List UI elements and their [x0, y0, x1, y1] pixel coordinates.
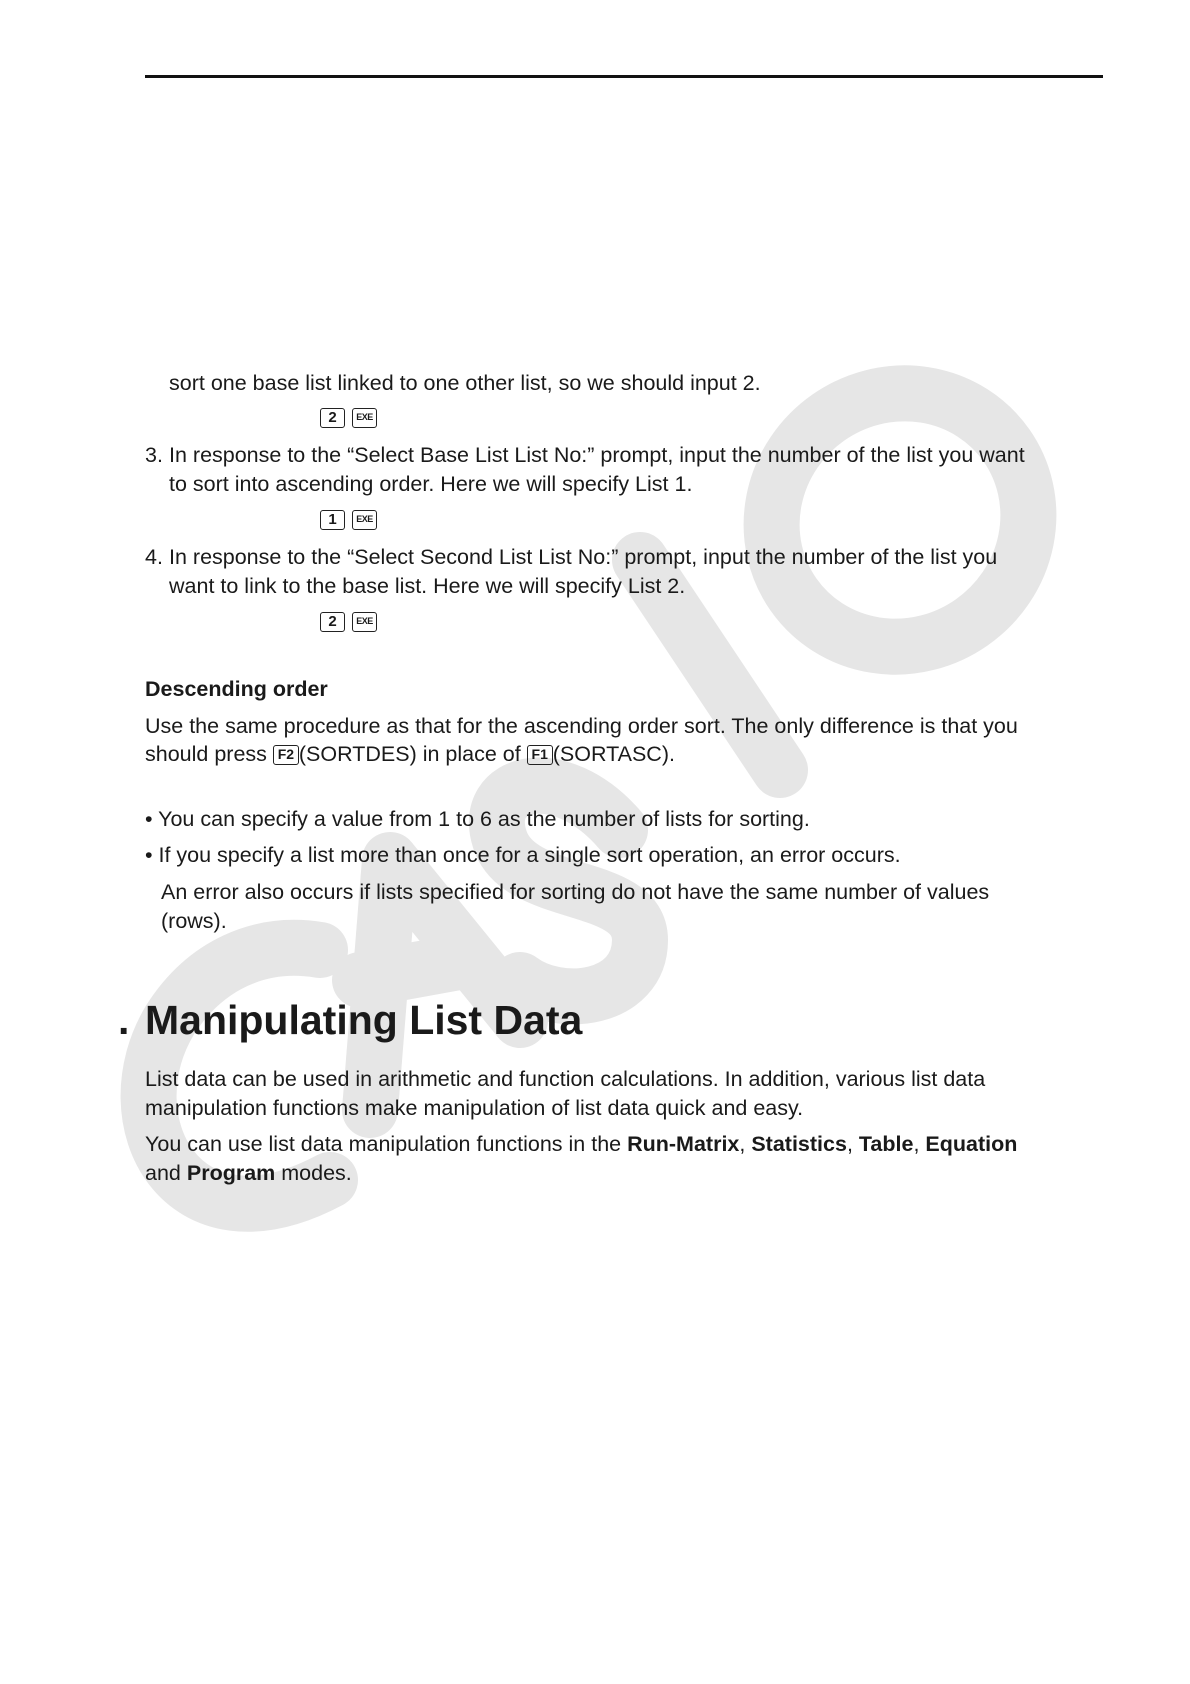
mode-program: Program — [186, 1161, 276, 1185]
key-f2: F2 — [273, 745, 299, 765]
section-title: Manipulating List Data — [145, 997, 583, 1043]
key-exe: EXE — [352, 510, 377, 530]
note-2: • If you specify a list more than once for a single sort operation, an error occurs. — [145, 843, 901, 867]
step-4-number: 4. — [145, 545, 163, 569]
section-para2-line2 — [145, 1159, 352, 1188]
mode-equation: Equation — [925, 1132, 1018, 1156]
mode-statistics: Statistics — [751, 1132, 847, 1156]
descending-line2-c: (SORTASC). — [552, 742, 675, 766]
mode-run-matrix: Run-Matrix — [627, 1132, 740, 1156]
key-exe: EXE — [352, 408, 377, 428]
para2-sep-2: , — [846, 1132, 859, 1156]
key-2: 2 — [320, 612, 345, 632]
section-para1-line2: manipulation functions make manipulation of list data quick and easy. — [145, 1096, 804, 1120]
descending-line2-a: should press — [145, 742, 273, 766]
descending-line2 — [145, 740, 675, 769]
descending-heading: Descending order — [145, 677, 328, 701]
step-4-line2: want to link to the base list. Here we will specify List 2. — [169, 574, 686, 598]
step-3-number: 3. — [145, 443, 163, 467]
descending-line1: Use the same procedure as that for the ascending order sort. The only difference is that you — [145, 714, 1018, 738]
step-3-line2: to sort into ascending order. Here we will specify List 1. — [169, 472, 693, 496]
para2-sep-3: , — [913, 1132, 926, 1156]
section-dot: . — [118, 997, 130, 1043]
step-3-line1: In response to the “Select Base List List No:” prompt, input the number of the list you want — [169, 443, 1025, 467]
para2-sep-1: , — [739, 1132, 752, 1156]
key-2: 2 — [320, 408, 345, 428]
header-rule — [145, 75, 1103, 78]
descending-line2-b: (SORTDES) in place of — [298, 742, 527, 766]
section-para1-line1: List data can be used in arithmetic and function calculations. In addition, various list data — [145, 1067, 986, 1091]
intro-line: sort one base list linked to one other list, so we should input 2. — [169, 371, 761, 395]
note-continuation-line2: (rows). — [161, 909, 227, 933]
key-sequence-3 — [320, 612, 384, 636]
step-4-line1: In response to the “Select Second List List No:” prompt, input the number of the list you — [169, 545, 998, 569]
key-f1: F1 — [527, 745, 553, 765]
mode-table: Table — [858, 1132, 914, 1156]
key-sequence-2 — [320, 510, 384, 534]
key-sequence-1 — [320, 408, 384, 432]
para2-and: and — [145, 1161, 187, 1185]
para2-suffix: modes. — [275, 1161, 352, 1185]
key-exe: EXE — [352, 612, 377, 632]
note-continuation-line1: An error also occurs if lists specified for sorting do not have the same number of values — [161, 880, 990, 904]
watermark-letter-o — [722, 343, 1078, 697]
para2-prefix: You can use list data manipulation functions in the — [145, 1132, 628, 1156]
note-1: • You can specify a value from 1 to 6 as the number of lists for sorting. — [145, 807, 810, 831]
key-1: 1 — [320, 510, 345, 530]
section-para2-line1 — [145, 1130, 1017, 1159]
